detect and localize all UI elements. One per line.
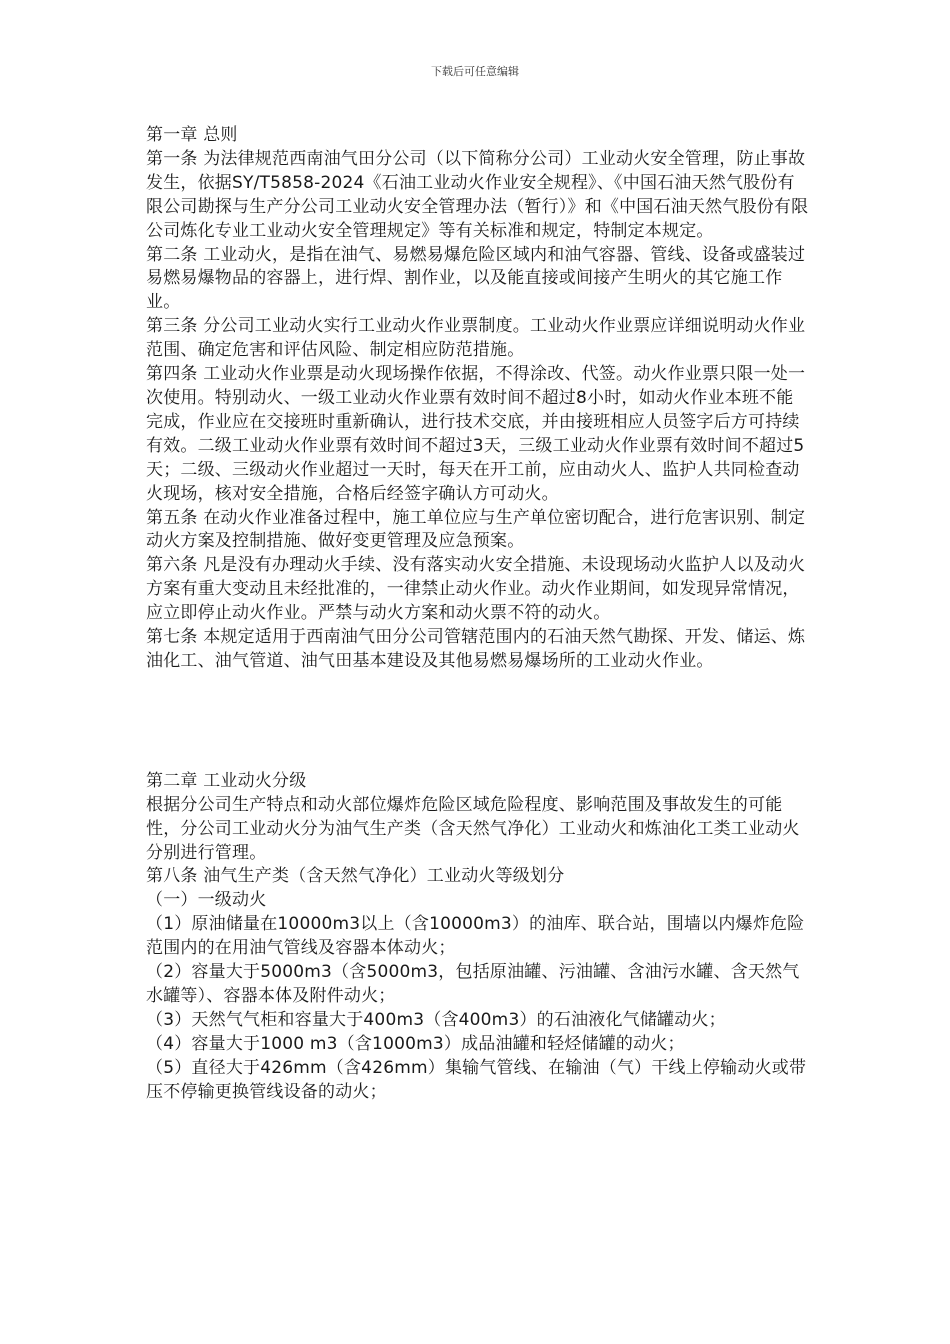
section-spacer — [146, 674, 810, 770]
body-paragraph: 根据分公司生产特点和动火部位爆炸危险区域危险程度、影响范围及事故发生的可能性，分公司工业动火分为油气生产类（含天然气净化）工业动火和炼油化工类工业动火分别进行管理。 — [146, 794, 800, 863]
list-item: （5）直径大于426mm（含426mm）集输气管线、在输油（气）干线上停输动火或带压不停输更换管线设备的动火； — [146, 1057, 807, 1102]
list-heading: （一）一级动火 — [146, 890, 267, 911]
article-paragraph: 第三条 分公司工业动火实行工业动火作业票制度。工业动火作业票应详细说明动火作业范围、确定危害和评估风险、制定相应防范措施。 — [146, 316, 806, 361]
list-item: （4）容量大于1000 m3（含1000m3）成品油罐和轻烃储罐的动火； — [146, 1033, 685, 1054]
list-item: （2）容量大于5000m3（含5000m3，包括原油罐、污油罐、含油污水罐、含天然气水罐等）、容器本体及附件动火； — [146, 962, 800, 1006]
article-paragraph: 第四条 工业动火作业票是动火现场操作依据，不得涂改、代签。动火作业票只限一处一次使用。特别动火、一级工业动火作业票有效时间不超过8小时，如动火作业本班不能完成，作业应在交接班时重新确认，进行技术交底，并由接班相应人员签字后方可持续有效。二级工业动火作业票有效时间不超过3天，三级工业动火作业票有效时间不超过5天；二级、三级动火作业超过一天时，每天在开工前，应由动火人、监护人共同检查动火现场，核对安全措施，合格后经签字确认方可动火。 — [146, 364, 806, 504]
chapter-title: 第二章 工业动火分级 — [146, 770, 307, 791]
document-body — [146, 124, 810, 1105]
page-header: 下载后可任意编辑 — [431, 65, 519, 78]
list-item: （1）原油储量在10000m3以上（含10000m3）的油库、联合站，围墙以内爆炸危险范围内的在用油气管线及容器本体动火； — [146, 914, 805, 959]
article-paragraph: 第八条 油气生产类（含天然气净化）工业动火等级划分 — [146, 866, 565, 887]
list-item: （3）天然气气柜和容量大于400m3（含400m3）的石油液化气储罐动火； — [146, 1009, 726, 1030]
chapter-title: 第一章 总则 — [146, 125, 238, 145]
article-paragraph: 第五条 在动火作业准备过程中，施工单位应与生产单位密切配合，进行危害识别、制定动火方案及控制措施、做好变更管理及应急预案。 — [146, 507, 806, 552]
article-paragraph: 第七条 本规定适用于西南油气田分公司管辖范围内的石油天然气勘探、开发、储运、炼油化工、油气管道、油气田基本建设及其他易燃易爆场所的工业动火作业。 — [146, 627, 806, 671]
article-paragraph: 第二条 工业动火，是指在油气、易燃易爆危险区域内和油气容器、管线、设备或盛装过易燃易爆物品的容器上，进行焊、割作业，以及能直接或间接产生明火的其它施工作业。 — [146, 244, 806, 313]
article-paragraph: 第一条 为法律规范西南油气田分公司（以下简称分公司）工业动火安全管理，防止事故发生，依据SY/T5858-2024《石油工业动火作业安全规程》、《中国石油天然气股份有限公司勘探与生产分公司工业动火安全管理办法（暂行）》和《中国石油天然气股份有限公司炼化专业工业动火安全管理规定》等有关标准和规定，特制定本规定。 — [146, 148, 809, 241]
article-paragraph: 第六条 凡是没有办理动火手续、没有落实动火安全措施、未设现场动火监护人以及动火方案有重大变动且未经批准的，一律禁止动火作业。动火作业期间，如发现异常情况，应立即停止动火作业。严禁与动火方案和动火票不符的动火。 — [146, 555, 806, 624]
